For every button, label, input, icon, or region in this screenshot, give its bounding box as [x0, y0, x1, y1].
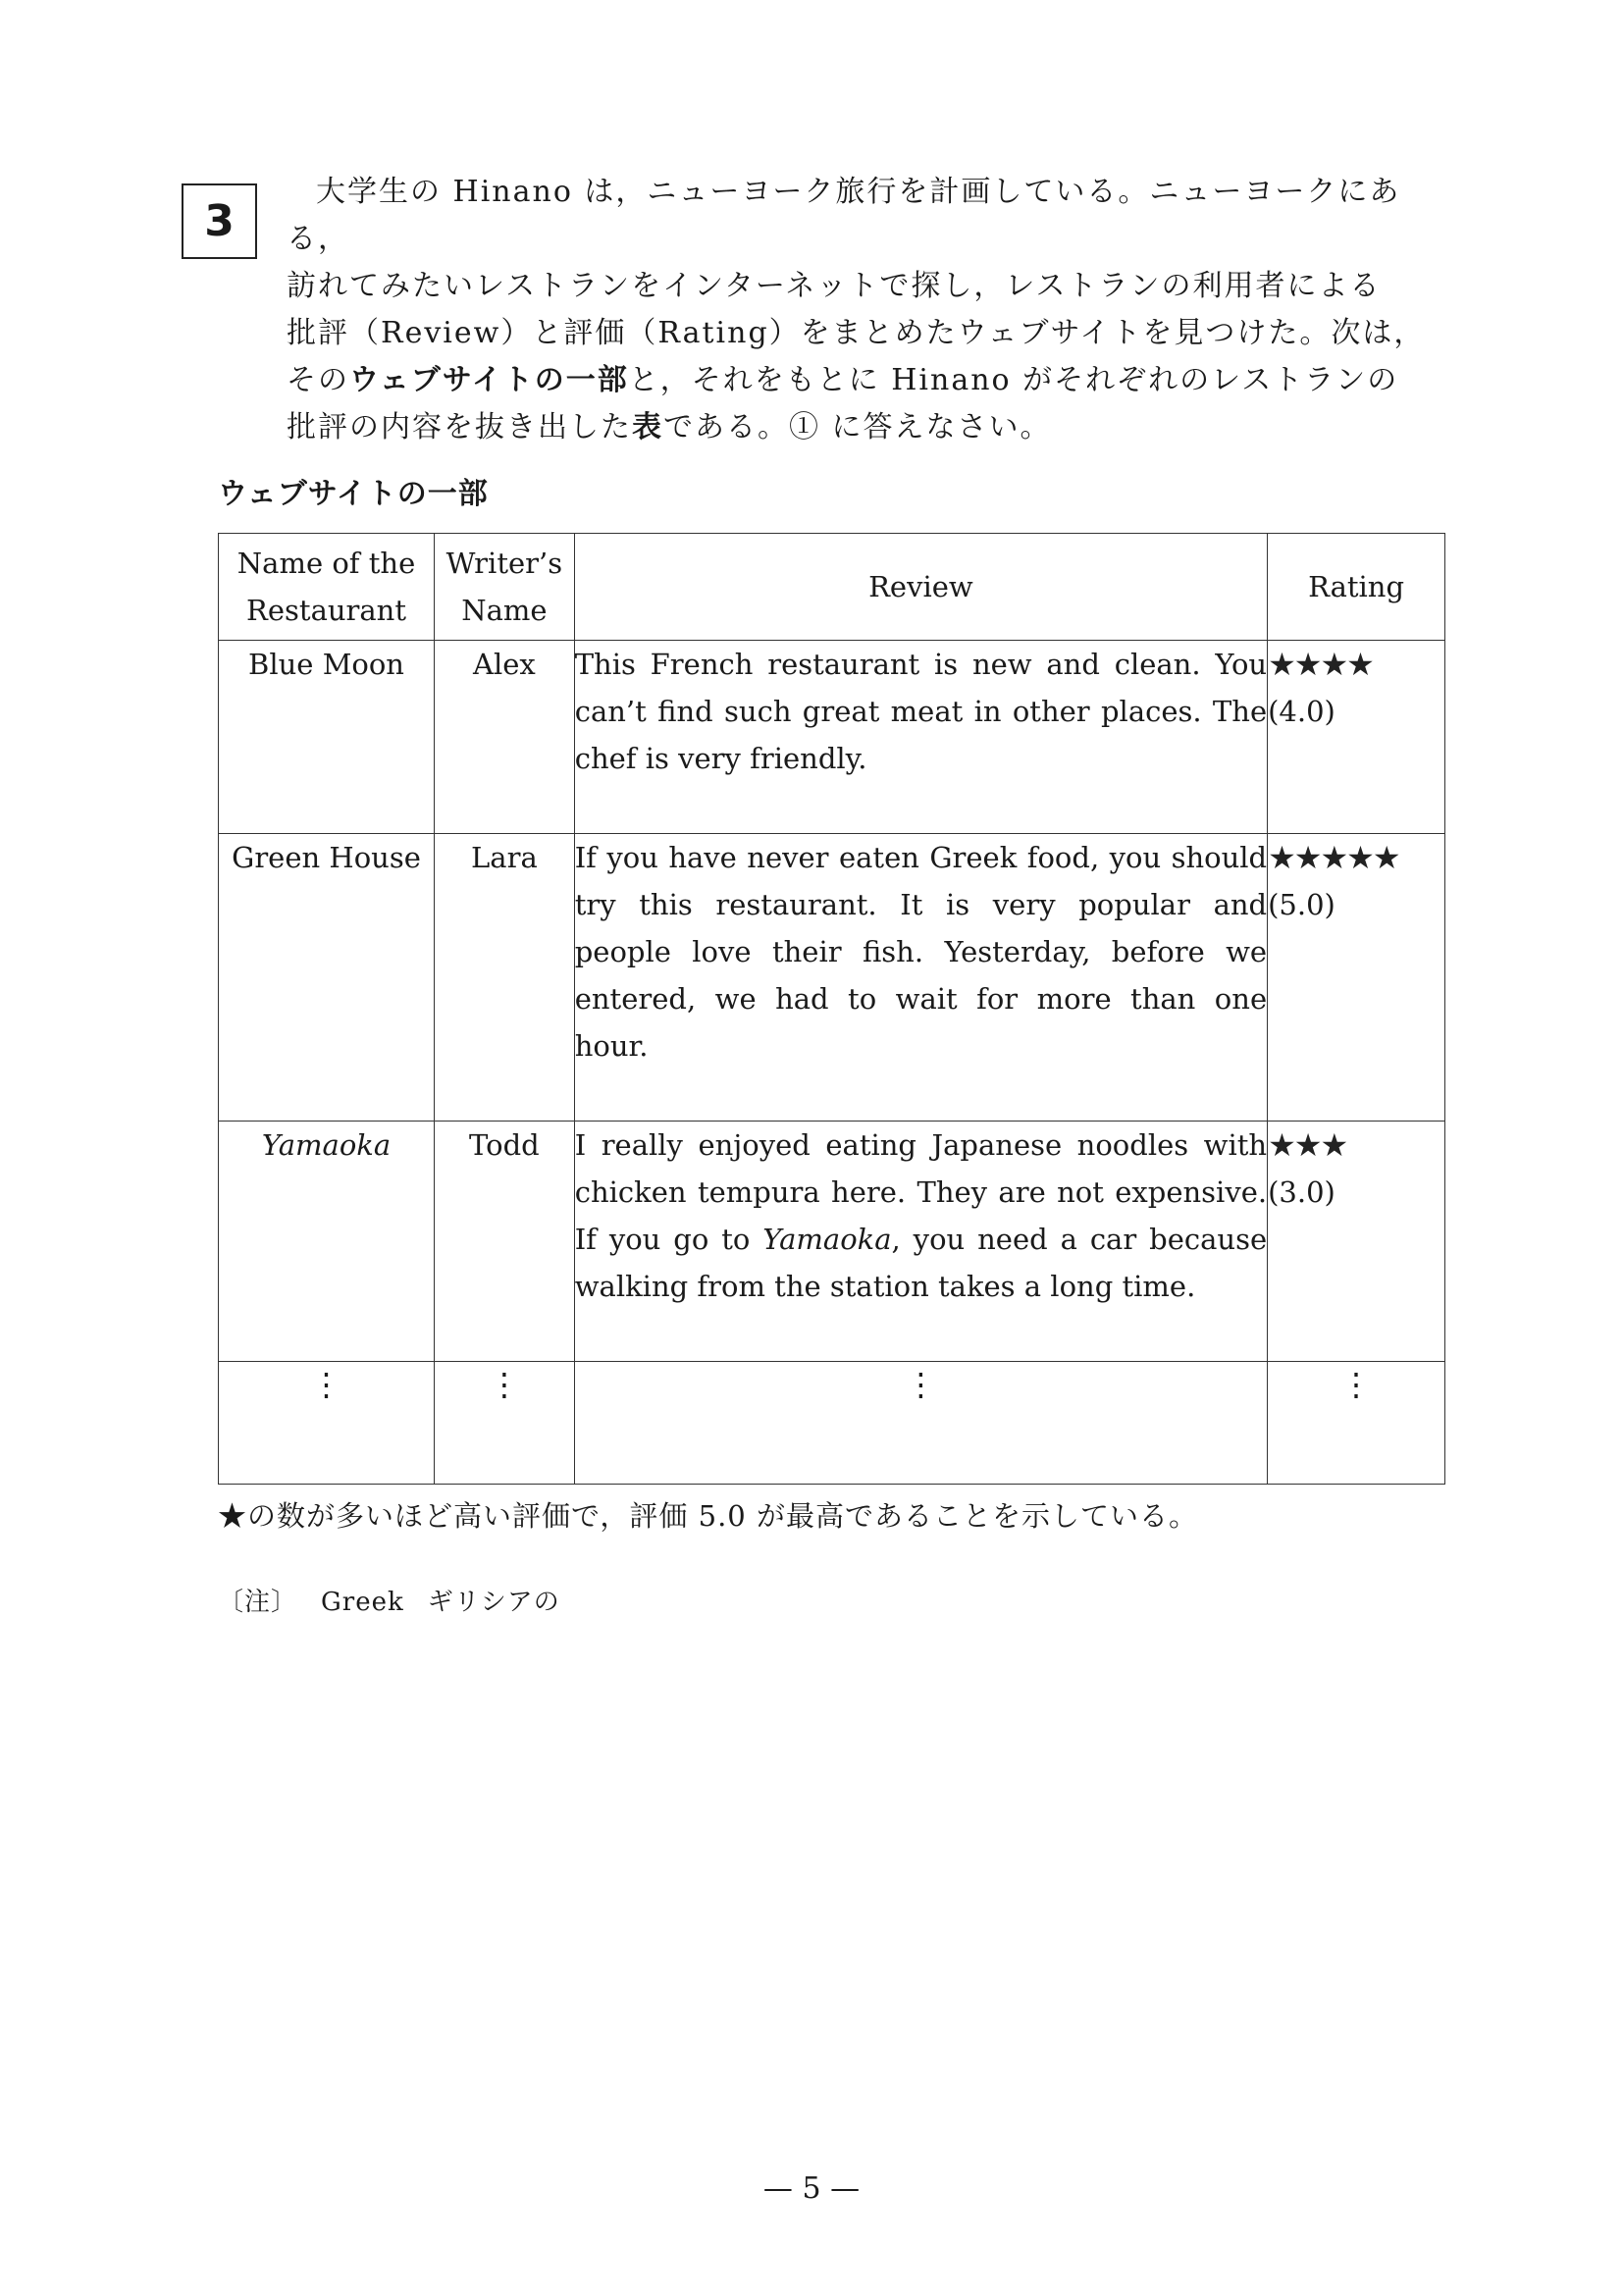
header-rating: Rating [1268, 534, 1445, 641]
vertical-ellipsis-icon: ⋮ [1340, 1366, 1373, 1403]
intro-table-term: 表 [632, 410, 663, 444]
review-text [574, 1122, 1267, 1362]
review-text: This French restaurant is new and clean. You can’t find such great meat in other places. The chef is very friendly. [574, 641, 1267, 834]
continuation-cell [574, 1362, 1267, 1485]
rating-note: ★の数が多いほど高い評価で，評価 5.0 が最高であることを示している。 [218, 1499, 1198, 1533]
restaurant-name: Yamaoka [261, 1128, 392, 1162]
star-rating-icon: ★★★ [1268, 1126, 1347, 1164]
continuation-cell [435, 1362, 575, 1485]
page-number: — 5 — [762, 2171, 861, 2206]
intro-line-3: 批評（Review）と評価（Rating）をまとめたウェブサイトを見つけた。次は， [287, 316, 1426, 350]
intro-line-5a: 批評の内容を抜き出した [287, 410, 632, 444]
intro-line-4 [287, 357, 1442, 404]
rating-cell [1268, 641, 1445, 834]
intro-line-4c: と，それをもとに Hinano がそれぞれのレストランの [628, 363, 1399, 397]
question-number-box [182, 183, 257, 259]
header-name-line1: Name of the [236, 547, 416, 580]
review-text-part1: I really enjoyed eating Japanese noodles with chicken tempura here. They are not expensive. If you go to [574, 1128, 1268, 1256]
writer-name: Lara [435, 834, 575, 1122]
writer-name: Alex [435, 641, 575, 834]
header-writer-line1: Writer’s [445, 547, 563, 580]
intro-line-5 [287, 404, 1442, 451]
header-writer-name [435, 534, 575, 641]
gloss-label: 〔注〕 [218, 1588, 298, 1617]
restaurant-name: Green House [219, 834, 435, 1122]
rating-cell [1268, 1122, 1445, 1362]
restaurant-name-cell [219, 1122, 435, 1362]
table-continuation-row [219, 1362, 1445, 1485]
review-table [218, 533, 1445, 1485]
restaurant-name: Blue Moon [219, 641, 435, 834]
star-rating-icon: ★★★★ [1268, 646, 1373, 683]
intro-line-2: 訪れてみたいレストランをインターネットで探し，レストランの利用者による [287, 269, 1382, 303]
continuation-cell [1268, 1362, 1445, 1485]
review-text-part2: , you need a car because walking from the station takes a long time. [574, 1223, 1268, 1303]
continuation-cell [219, 1362, 435, 1485]
vertical-ellipsis-icon: ⋮ [310, 1366, 342, 1403]
header-review: Review [574, 534, 1267, 641]
table-header-row [219, 534, 1445, 641]
intro-line-4a: その [287, 363, 349, 397]
writer-name: Todd [435, 1122, 575, 1362]
vertical-ellipsis-icon: ⋮ [488, 1366, 520, 1403]
gloss-word: Greek [321, 1588, 404, 1617]
rating-value: (4.0) [1268, 695, 1335, 728]
review-restaurant-name: Yamaoka [762, 1223, 892, 1256]
gloss-note [218, 1582, 560, 1618]
header-restaurant-name [219, 534, 435, 641]
intro-website-term: ウェブサイトの一部 [349, 363, 629, 397]
rating-value: (3.0) [1268, 1175, 1335, 1209]
rating-value: (5.0) [1268, 888, 1335, 921]
intro-line-5c: である。① に答えなさい。 [663, 410, 1052, 444]
table-row [219, 834, 1445, 1122]
header-writer-line2: Name [461, 594, 548, 627]
rating-cell [1268, 834, 1445, 1122]
star-rating-icon: ★★★★★ [1268, 839, 1399, 876]
header-name-line2: Restaurant [246, 594, 407, 627]
review-text: If you have never eaten Greek food, you should try this restaurant. It is very popular and people love their fish. Yesterday, before we entered, we had to wait for more than one hour. [574, 834, 1267, 1122]
table-caption: ウェブサイトの一部 [218, 477, 489, 511]
vertical-ellipsis-icon: ⋮ [905, 1366, 937, 1403]
table-row [219, 1122, 1445, 1362]
question-intro [287, 169, 1442, 451]
table-row [219, 641, 1445, 834]
question-number: 3 [204, 196, 235, 246]
gloss-meaning: ギリシアの [427, 1588, 560, 1617]
intro-line-1: 大学生の Hinano は，ニューヨーク旅行を計画している。ニューヨークにある， [287, 175, 1401, 256]
